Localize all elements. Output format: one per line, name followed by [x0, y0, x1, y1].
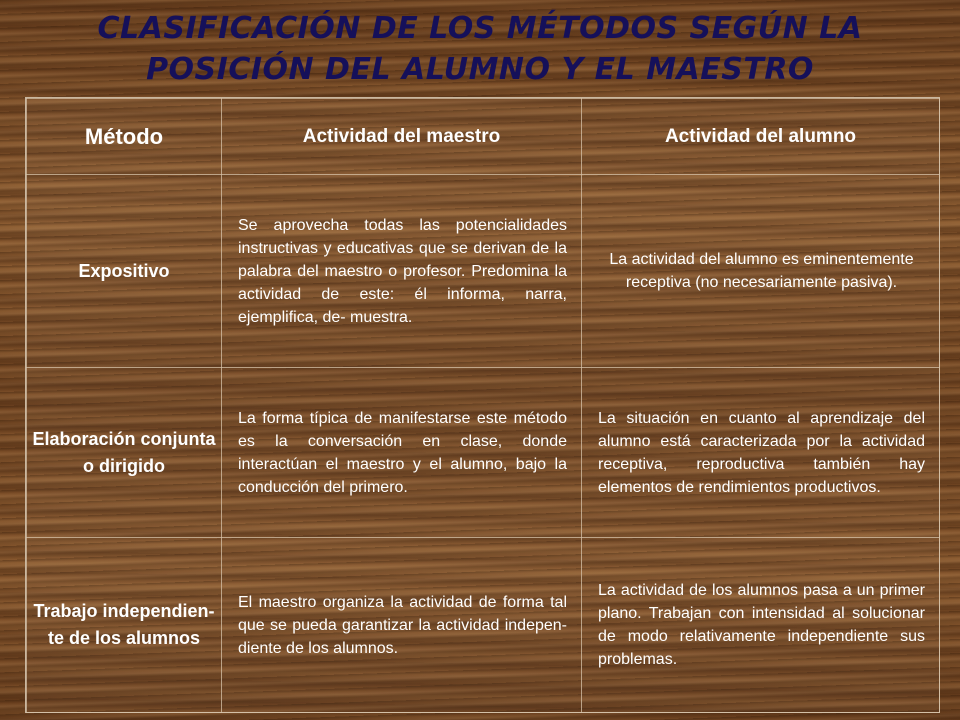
teacher-activity: La forma típica de manifestarse este método es la conversación en clase, donde interactúan el maestro y el alumno, bajo la conducción del primero.	[222, 368, 582, 538]
title-line-2: POSICIÓN DEL ALUMNO Y EL MAESTRO	[146, 52, 814, 87]
student-activity: La situación en cuanto al aprendizaje del alumno está caracterizada por la actividad receptiva, reproductiva también hay elementos de rendimientos productivos.	[582, 368, 940, 538]
student-activity: La actividad del alumno es eminentemente receptiva (no necesariamente pasiva).	[582, 175, 940, 368]
table-row	[27, 538, 940, 713]
teacher-activity: El maestro organiza la actividad de forma tal que se pueda garantizar la actividad indepen- diente de los alumnos.	[222, 538, 582, 713]
method-name: Expositivo	[27, 175, 222, 368]
teacher-activity: Se aprovecha todas las potencialidades instructivas y educativas que se derivan de la palabra del maestro o profesor. Predomina la actividad de este: él informa, narra, ejemplifica, de- muestra.	[222, 175, 582, 368]
method-name: Trabajo independien- te de los alumnos	[27, 538, 222, 713]
table-row	[27, 175, 940, 368]
page-title	[0, 8, 960, 90]
table-row	[27, 368, 940, 538]
methods-table	[25, 97, 940, 713]
table-header-row	[27, 99, 940, 175]
header-method: Método	[27, 99, 222, 175]
student-activity: La actividad de los alumnos pasa a un primer plano. Trabajan con intensidad al solucionar de modo relativamente independiente sus problemas.	[582, 538, 940, 713]
header-student-activity: Actividad del alumno	[582, 99, 940, 175]
header-teacher-activity: Actividad del maestro	[222, 99, 582, 175]
title-line-1: CLASIFICACIÓN DE LOS MÉTODOS SEGÚN LA	[97, 11, 863, 46]
method-name: Elaboración conjunta o dirigido	[27, 368, 222, 538]
